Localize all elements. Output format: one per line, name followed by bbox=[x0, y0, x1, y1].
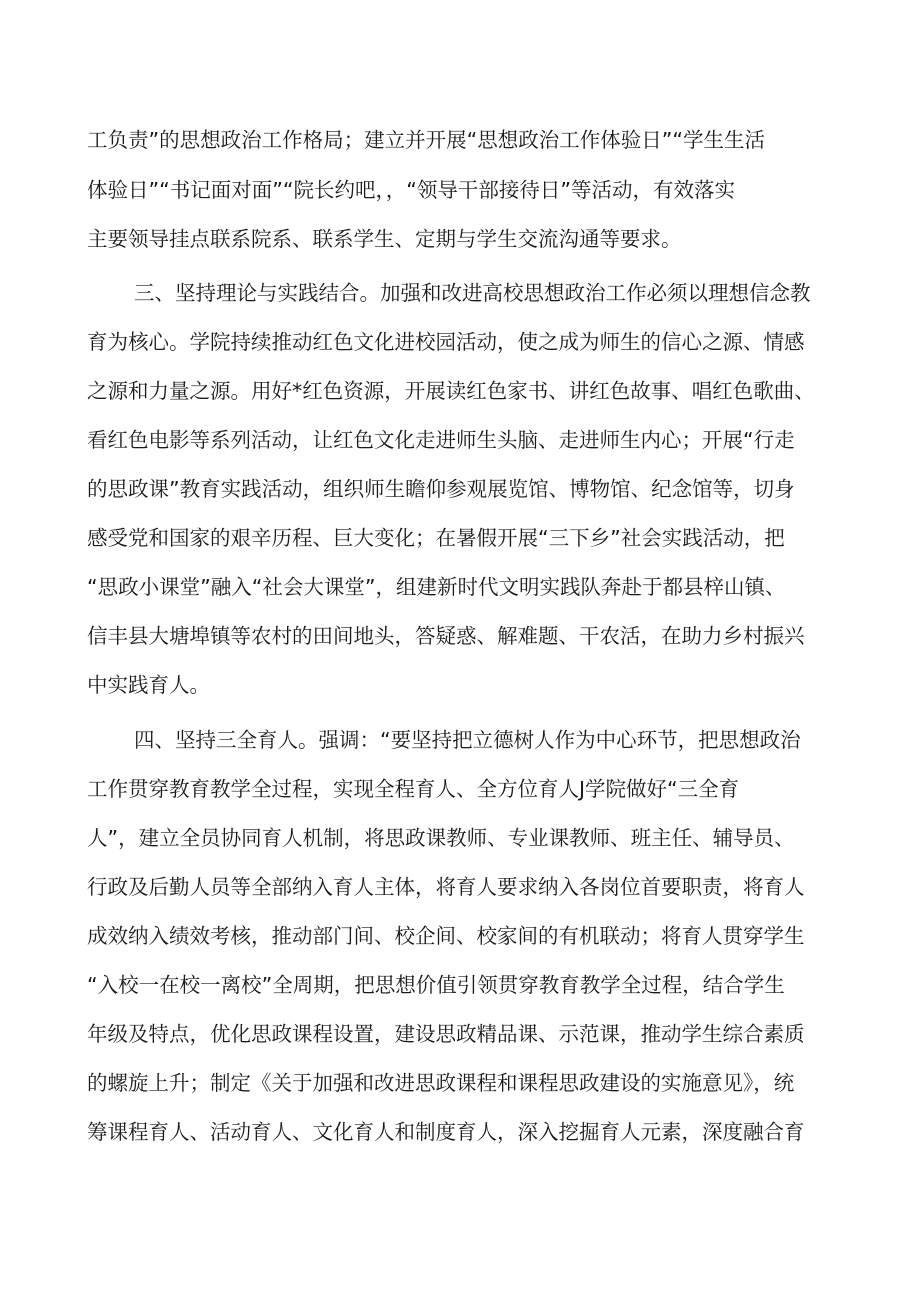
paragraph-line: 感受党和国家的艰辛历程、巨大变化；在暑假开展“三下乡”社会实践活动，把 bbox=[87, 526, 785, 550]
paragraph-line: 育为核心。学院持续推动红色文化进校园活动，使之成为师生的信心之源、情感 bbox=[87, 330, 805, 354]
paragraph-line: 四、坚持三全育人。强调：“要坚持把立德树人作为中心环节，把思想政治 bbox=[134, 728, 801, 752]
paragraph-line: 工负责”的思想政治工作格局；建立并开展“思想政治工作体验日”“学生生活 bbox=[87, 128, 765, 152]
paragraph-line: 信丰县大塘埠镇等农村的田间地头，答疑惑、解难题、干农活，在助力乡村振兴 bbox=[87, 624, 805, 648]
paragraph-line: 之源和力量之源。用好*红色资源，开展读红色家书、讲红色故事、唱红色歌曲、 bbox=[87, 379, 815, 403]
paragraph-line: 人”，建立全员协同育人机制，将思政课教师、专业课教师、班主任、辅导员、 bbox=[87, 826, 795, 850]
paragraph-line: 工作贯穿教育教学全过程，实现全程育人、全方位育人J学院做好“三全育 bbox=[87, 777, 740, 801]
paragraph-line: 主要领导挂点联系院系、联系学生、定期与学生交流沟通等要求。 bbox=[87, 227, 682, 251]
paragraph-line: 筹课程育人、活动育人、文化育人和制度育人，深入挖掘育人元素，深度融合育 bbox=[87, 1120, 805, 1144]
paragraph-line: 年级及特点，优化思政课程设置，建设思政精品课、示范课，推动学生综合素质 bbox=[87, 1022, 805, 1046]
paragraph-line: 中实践育人。 bbox=[87, 673, 210, 697]
paragraph-line: 体验日”“书记面对面”“院长约吧，，“领导干部接待日”等活动，有效落实 bbox=[87, 178, 735, 202]
paragraph-line: 看红色电影等系列活动，让红色文化走进师生头脑、走进师生内心；开展“行走 bbox=[87, 428, 795, 452]
paragraph-line: 成效纳入绩效考核，推动部门间、校企间、校家间的有机联动；将育人贯穿学生 bbox=[87, 924, 805, 948]
paragraph-line: 行政及后勤人员等全部纳入育人主体，将育人要求纳入各岗位首要职责，将育人 bbox=[87, 875, 805, 899]
paragraph-line: 的思政课”教育实践活动，组织师生瞻仰参观展览馆、博物馆、纪念馆等，切身 bbox=[87, 477, 795, 501]
paragraph-line: 三、坚持理论与实践结合。加强和改进高校思想政治工作必须以理想信念教 bbox=[134, 281, 811, 305]
paragraph-line: “入校一在校一离校”全周期，把思想价值引领贯穿教育教学全过程，结合学生 bbox=[87, 973, 785, 997]
paragraph-line: “思政小课堂”融入“社会大课堂”，组建新时代文明实践队奔赴于都县梓山镇、 bbox=[87, 575, 786, 599]
paragraph-line: 的螺旋上升；制定《关于加强和改进思政课程和课程思政建设的实施意见》，统 bbox=[87, 1071, 795, 1095]
